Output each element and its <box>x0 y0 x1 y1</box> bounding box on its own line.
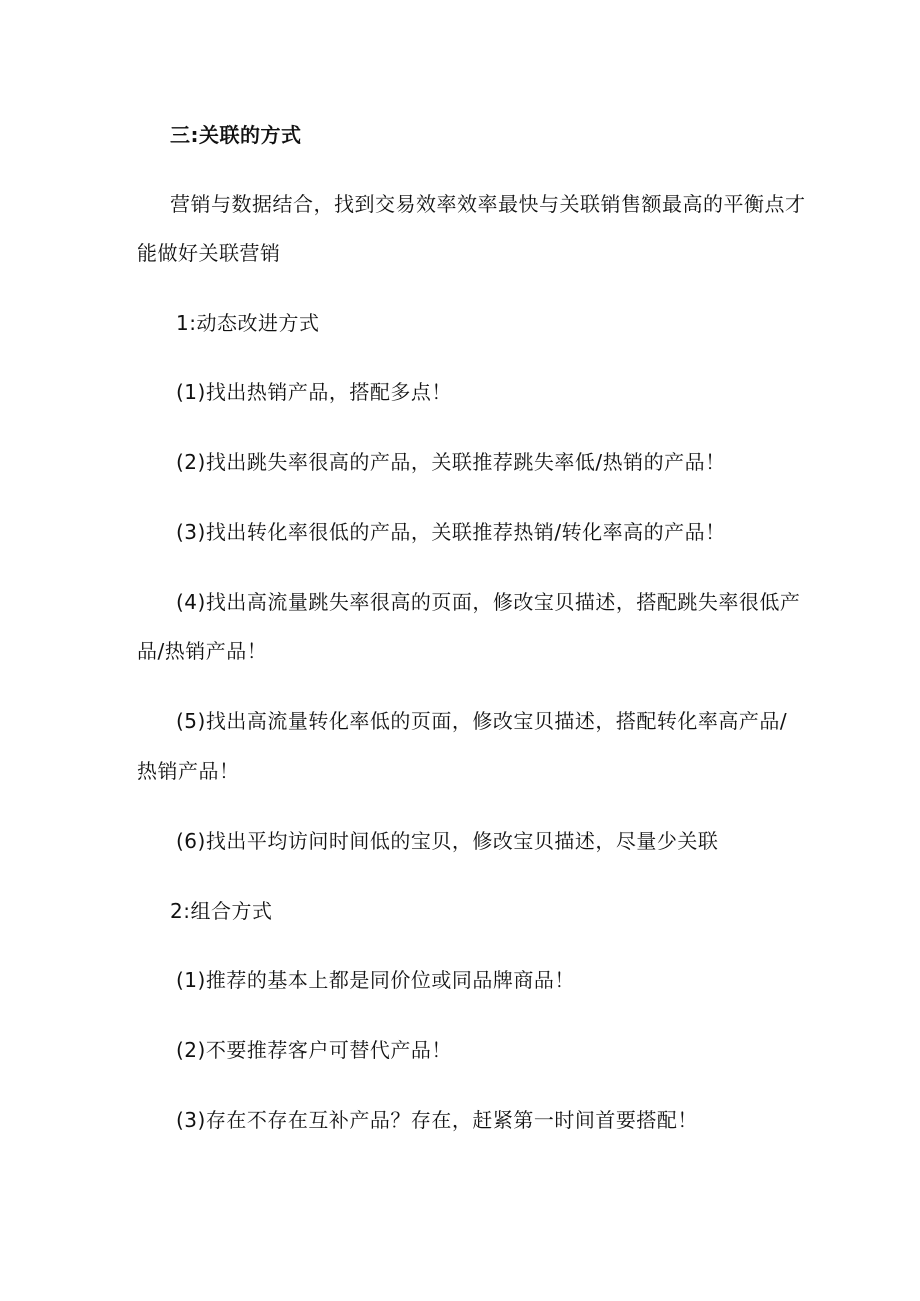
part1-item-3: (3)找出转化率很低的产品，关联推荐热销/转化率高的产品！ <box>176 520 726 544</box>
section-title: 三:关联的方式 <box>170 123 302 147</box>
part1-item-5-line-1: (5)找出高流量转化率低的页面，修改宝贝描述，搭配转化率高产品/ <box>176 709 788 733</box>
part2-item-3: (3)存在不存在互补产品？存在，赶紧第一时间首要搭配！ <box>176 1108 698 1132</box>
part2-item-1: (1)推荐的基本上都是同价位或同品牌商品！ <box>176 968 575 992</box>
part2-item-2: (2)不要推荐客户可替代产品！ <box>176 1038 452 1062</box>
part1-item-1: (1)找出热销产品，搭配多点！ <box>176 380 452 404</box>
part1-item-2: (2)找出跳失率很高的产品，关联推荐跳失率低/热销的产品！ <box>176 450 726 474</box>
part1-title: 1:动态改进方式 <box>176 311 320 335</box>
part1-item-4-line-1: (4)找出高流量跳失率很高的页面，修改宝贝描述，搭配跳失率很低产 <box>176 590 801 614</box>
intro-paragraph-line-1: 营销与数据结合，找到交易效率效率最快与关联销售额最高的平衡点才 <box>170 192 806 216</box>
part1-item-5-line-2: 热销产品！ <box>137 759 240 783</box>
part1-item-6: (6)找出平均访问时间低的宝贝，修改宝贝描述，尽量少关联 <box>176 829 719 853</box>
intro-paragraph-line-2: 能做好关联营销 <box>137 241 281 265</box>
part2-title: 2:组合方式 <box>170 899 273 923</box>
part1-item-4-line-2: 品/热销产品！ <box>137 639 268 663</box>
